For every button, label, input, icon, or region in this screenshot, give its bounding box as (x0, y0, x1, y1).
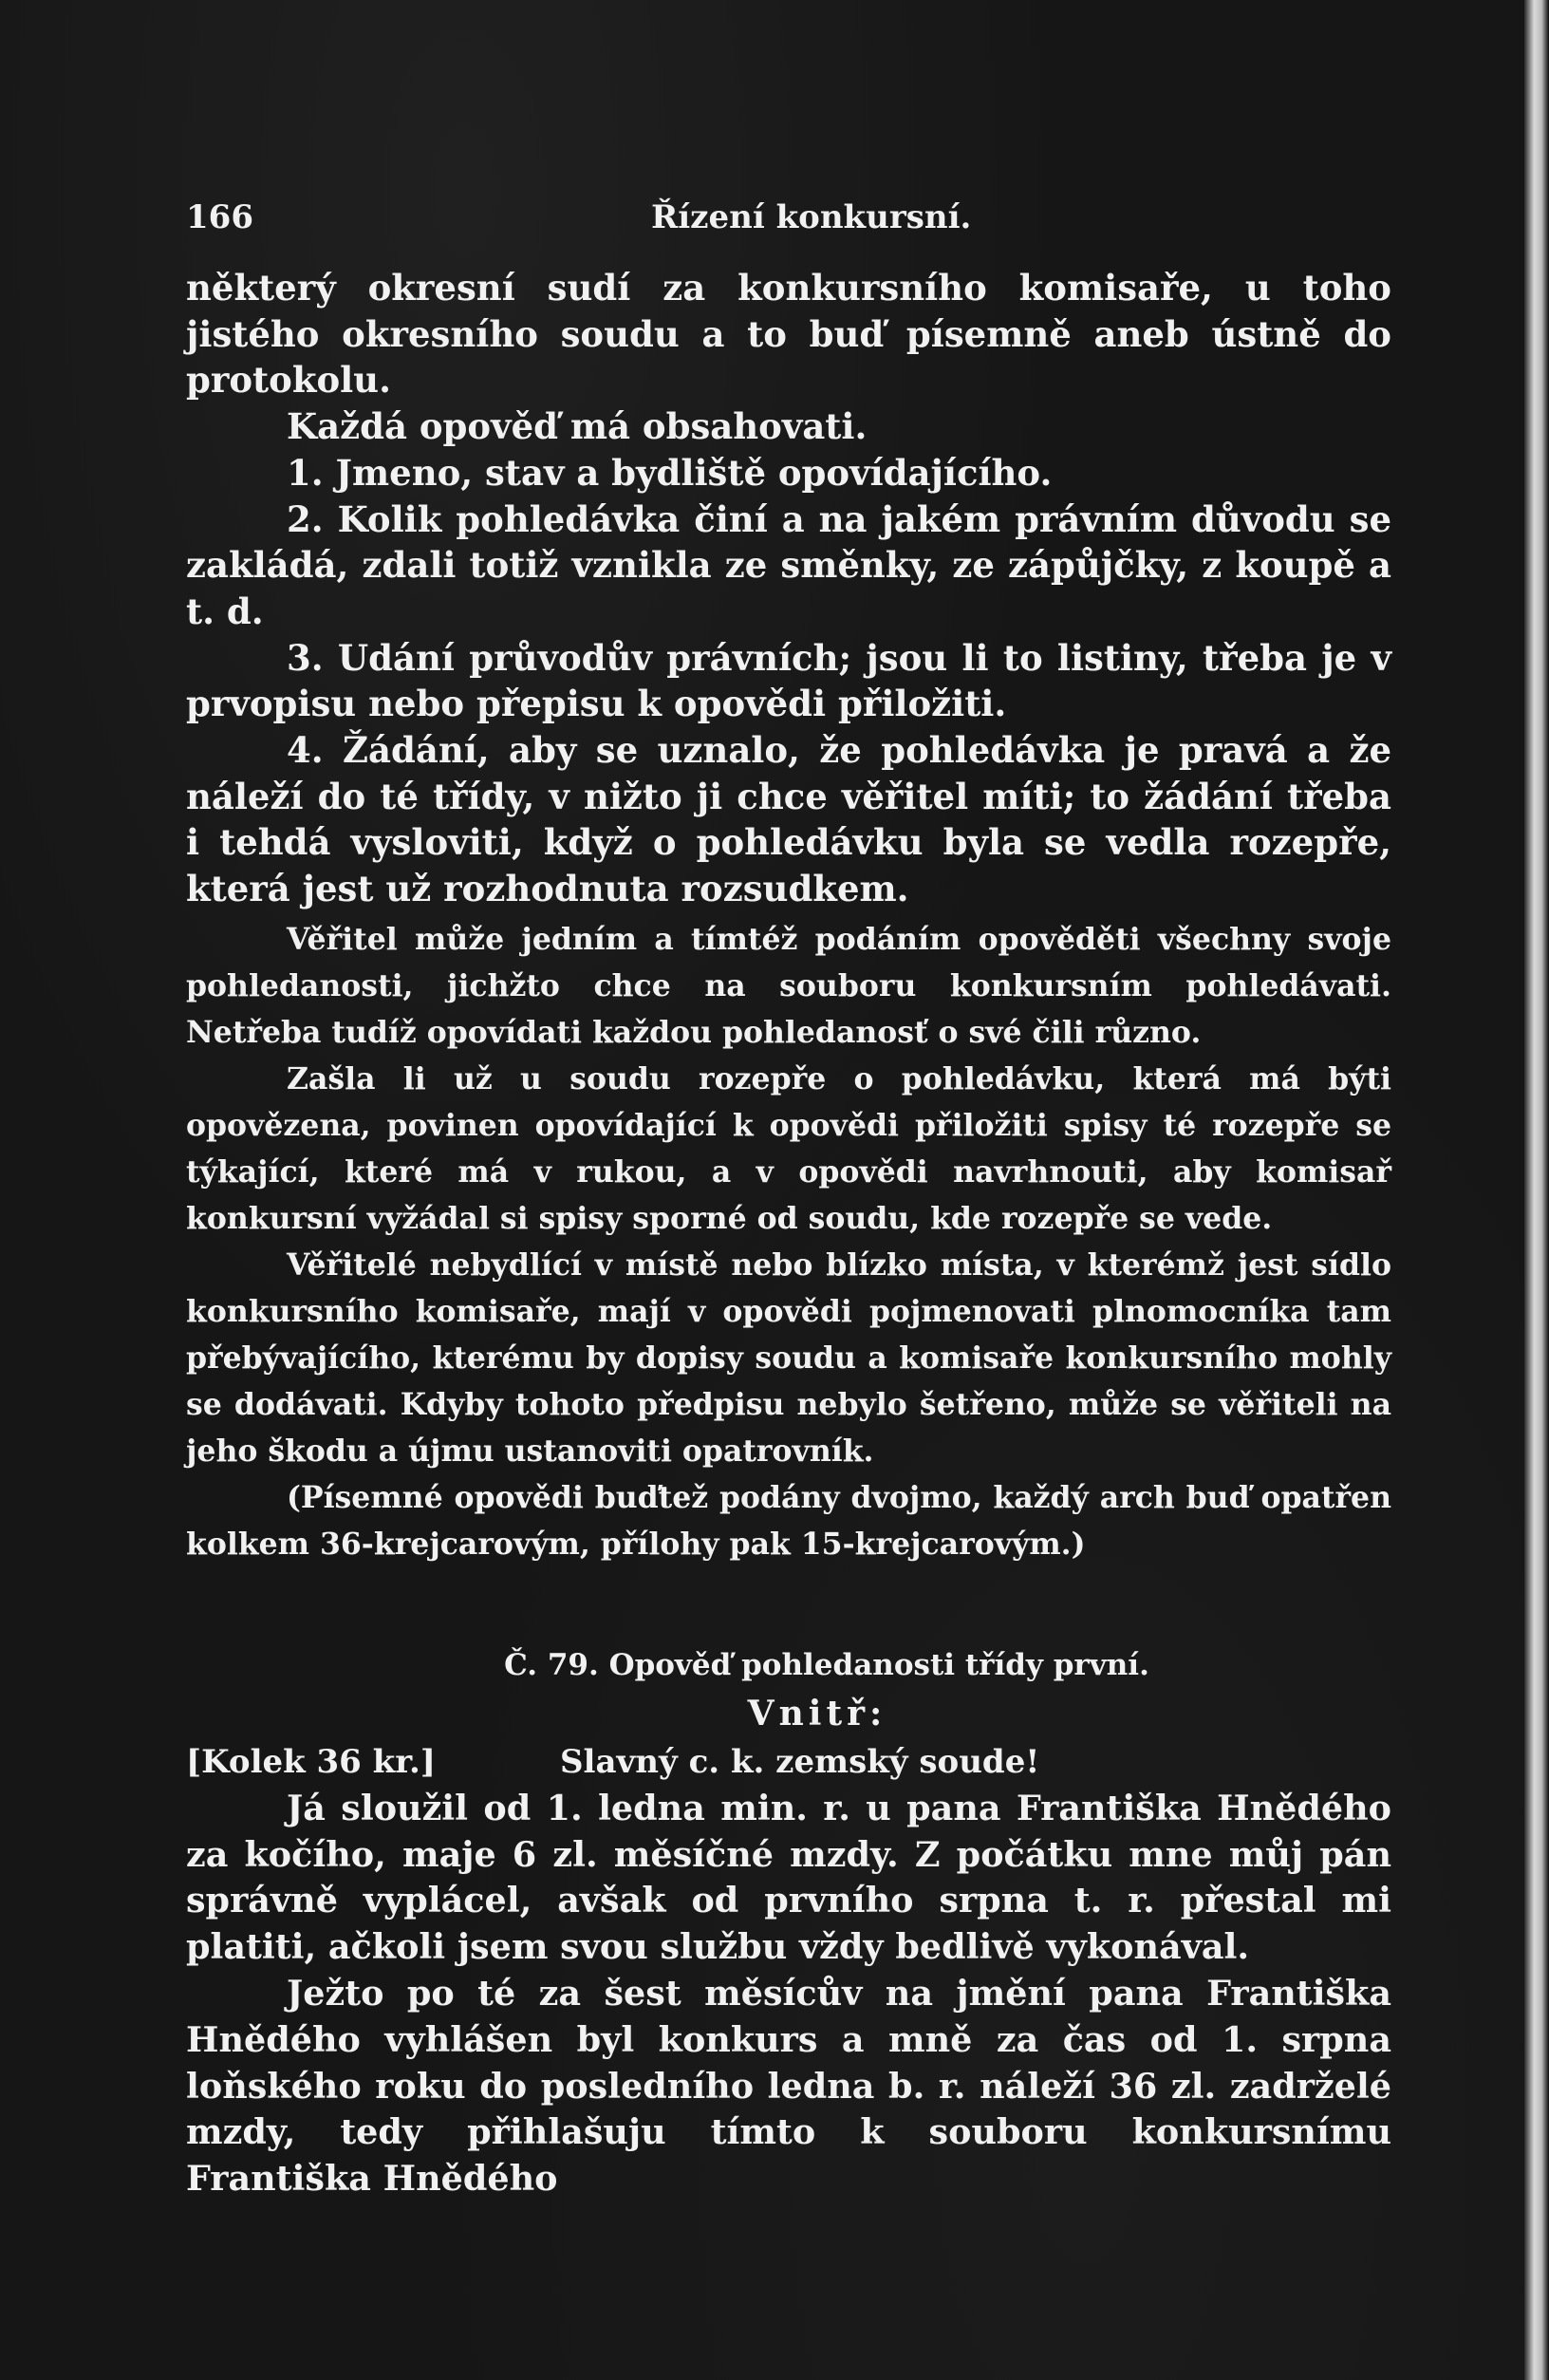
letter-text (186, 1786, 1391, 2202)
page-number: 166 (186, 198, 253, 236)
page-header (186, 195, 1391, 242)
list-item: 3. Udání průvodův právních; jsou li to listiny, třeba je v prvopisu nebo přepisu k opovědi přiložiti. (186, 636, 1391, 725)
form-subtitle: Vnitř: (747, 1693, 887, 1733)
note-paragraph: Věřitelé nebydlící v místě nebo blízko místa, v kterémž jest sídlo konkursního komisaře, mají v opovědi pojmenovati plnomocníka tam přebývajícího, kterému by dopisy soudu a komisaře konkursního mohly se dodávati. Kdyby tohoto předpisu nebylo šetřeno, může se věřiteli na jeho škodu a újmu ustanoviti opatrovník. (186, 1246, 1391, 1469)
list-item: 1. Jmeno, stav a bydliště opovídajícího. (287, 451, 1053, 494)
list-item: 2. Kolik pohledávka činí a na jakém právním důvodu se zakládá, zdali totiž vznikla ze směnky, ze zápůjčky, z koupě a t. d. (186, 497, 1391, 632)
list-item: 4. Žádání, aby se uznalo, že pohledávka je pravá a že náleží do té třídy, v nižto ji chce věřitel míti; to žádání třeba i tehdá vysloviti, když o pohledávku byla se vedla rozepře, která jest už rozhodnuta rozsudkem. (186, 729, 1391, 910)
running-title: Řízení konkursní. (651, 198, 972, 236)
form-title: Č. 79. Opověď pohledanosti třídy první. (504, 1647, 1149, 1682)
note-paragraph: Zašla li už u soudu rozepře o pohledávku, která má býti opovězena, povinen opovídající k opovědi přiložiti spisy té rozepře se týkající, které má v rukou, a v opovědi navrhnouti, aby komisař konkursní vyžádal si spisy sporné od soudu, kde rozepře se vede. (186, 1060, 1391, 1236)
note-paragraph: Věřitel může jedním a tímtéž podáním opověděti všechny svoje pohledanosti, jichžto chce na souboru konkursním pohledávati. Netřeba tudíž opovídati každou pohledanosť o své čili různo. (186, 921, 1391, 1050)
stamp-note: [Kolek 36 kr.] (186, 1742, 436, 1781)
letter-paragraph: Já sloužil od 1. ledna min. r. u pana Františka Hnědého za kočího, maje 6 zl. měsíčné mzdy. Z počátku mne můj pán správně vyplácel, avšak od prvního srpna t. r. přestal mi platiti, ačkoli jsem svou službu vždy bedlivě vykonával. (186, 1787, 1391, 1968)
stamp-and-address-line (186, 1738, 1391, 1786)
notes-text (186, 916, 1391, 1567)
note-paragraph: (Písemné opovědi buďtež podány dvojmo, každý arch buď opatřen kolkem 36-krejcarovým, přílohy pak 15-krejcarovým.) (186, 1479, 1391, 1562)
paragraph: některý okresní sudí za konkursního komisaře, u toho jistého okresního soudu a to buď písemně aneb ústně do protokolu. (186, 267, 1391, 402)
book-edge (1524, 0, 1549, 2380)
court-address: Slavný c. k. zemský soude! (560, 1742, 1040, 1781)
main-text (186, 265, 1391, 912)
book-page (186, 195, 1391, 2202)
letter-paragraph: Ježto po té za šest měsícův na jmění pana Františka Hnědého vyhlášen byl konkurs a mně za čas od 1. srpna loňského roku do posledního ledna b. r. náleží 36 zl. zadrželé mzdy, tedy přihlašuju tímto k souboru konkursnímu Františka Hnědého (186, 1973, 1391, 2200)
paragraph: Každá opověď má obsahovati. (287, 405, 868, 448)
